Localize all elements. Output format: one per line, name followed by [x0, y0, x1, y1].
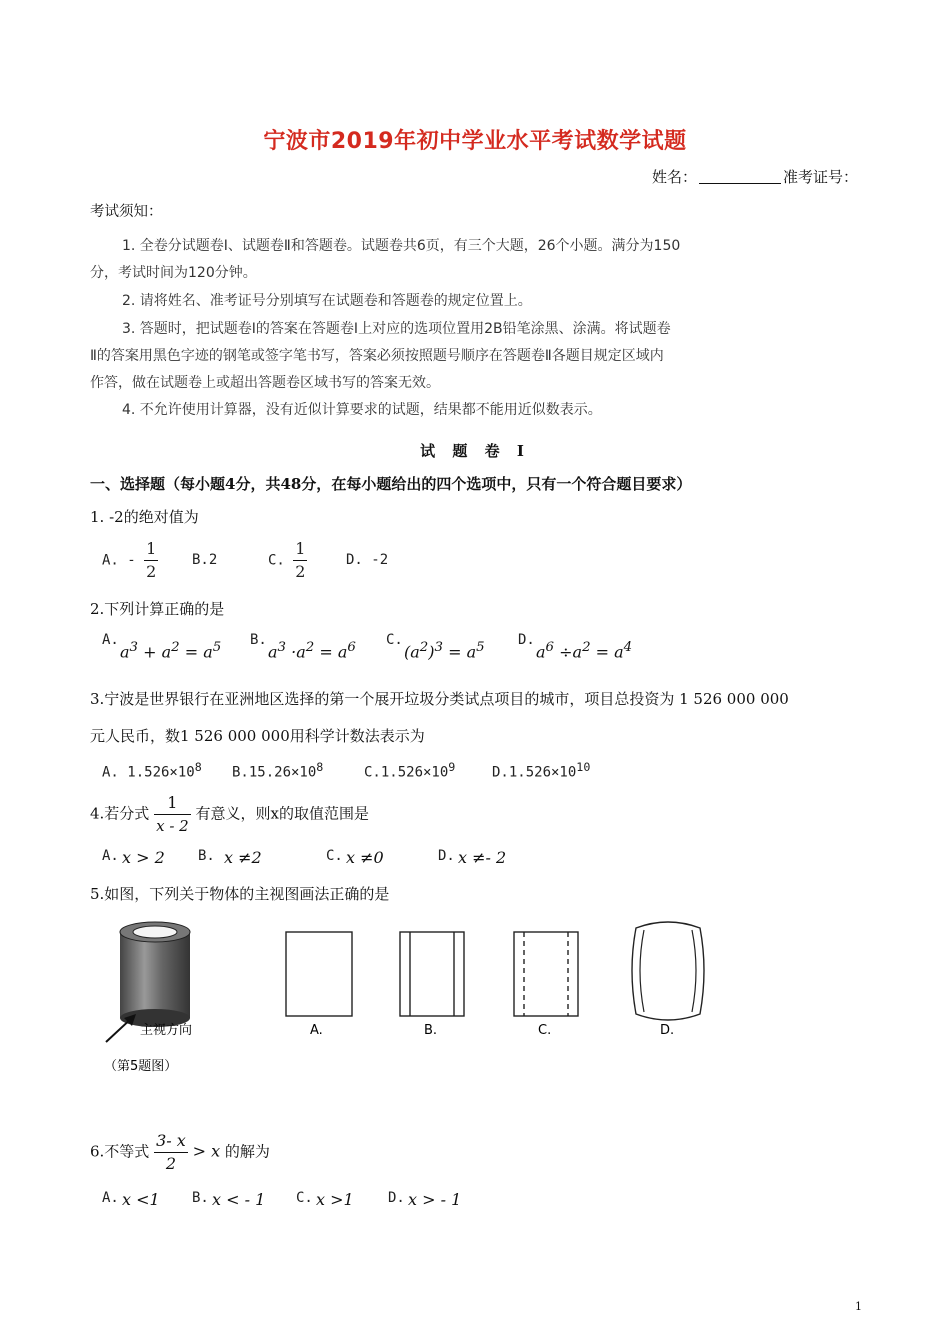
- q5-figure-label: （第5题图）: [104, 1059, 178, 1074]
- hollow-cylinder: [120, 922, 190, 1027]
- q4-c-expr: x ≠0: [346, 848, 384, 867]
- q3-c-exp: 9: [448, 760, 456, 774]
- q1-c-fraction: [293, 538, 307, 583]
- q5-option-c-label: C.: [538, 1023, 552, 1038]
- id-label: 准考证号：: [782, 168, 858, 186]
- q5-option-b-drawing: [400, 932, 464, 1016]
- q6-c-expr: x >1: [316, 1190, 354, 1209]
- q3-option-d: [492, 760, 590, 781]
- q2-c-label: C.: [386, 632, 403, 648]
- q4-frac-num: 1: [154, 792, 191, 815]
- q4-d-expr: x ≠- 2: [458, 848, 507, 867]
- notice-heading: 考试须知：: [90, 204, 163, 220]
- q6-inequality: > x: [192, 1141, 221, 1161]
- q1-option-c: [268, 538, 307, 583]
- q3-option-a: [102, 760, 202, 781]
- section-title: 试 题 卷 Ⅰ: [420, 442, 530, 460]
- q5-stem: 5.如图，下列关于物体的主视图画法正确的是: [90, 885, 390, 903]
- q6-d-expr: x > - 1: [408, 1190, 462, 1209]
- name-label: 姓名：: [651, 168, 697, 186]
- q5-option-d-drawing: [632, 922, 704, 1020]
- q2-stem: 2.下列计算正确的是: [90, 600, 225, 618]
- q1-option-a: [102, 538, 158, 583]
- notice-rule-2: 2. 请将姓名、准考证号分别填写在试题卷和答题卷的规定位置上。: [122, 293, 532, 309]
- notice-rule-3a: 3. 答题时，把试题卷Ⅰ的答案在答题卷Ⅰ上对应的选项位置用2B铅笔涂黑、涂满。将试题卷: [122, 321, 671, 337]
- q1-a-num: 1: [144, 538, 158, 561]
- name-blank: [699, 169, 781, 184]
- notice-rule-1a: 1. 全卷分试题卷Ⅰ、试题卷Ⅱ和答题卷。试题卷共6页，有三个大题，26个小题。满分为150: [122, 238, 681, 254]
- q2-b-expr: $a^3 \cdot a^2 = a^6$: [268, 640, 356, 662]
- q5-option-d-label: D.: [660, 1023, 675, 1038]
- q3-stem-line1: 3.宁波是世界银行在亚洲地区选择的第一个展开垃圾分类试点项目的城市，项目总投资为 1 526 000 000: [90, 690, 789, 708]
- page-number: 1: [855, 1300, 862, 1313]
- q1-c-den: 2: [295, 562, 306, 581]
- q4-b-expr: x ≠2: [224, 848, 262, 867]
- q6-frac-den: 2: [165, 1154, 177, 1173]
- q3-c-text: C.1.526×10: [364, 764, 449, 781]
- q6-a-label: A.: [102, 1190, 119, 1206]
- q1-option-b: B.2: [192, 552, 218, 568]
- part-heading: 一、选择题（每小题4分，共48分，在每小题给出的四个选项中，只有一个符合题目要求）: [90, 475, 692, 493]
- q2-a-expr: $a^3 + a^2 = a^5$: [120, 640, 222, 662]
- q6-stem-prefix: 6.不等式: [90, 1142, 150, 1161]
- q3-b-text: B.15.26×10: [232, 764, 317, 781]
- q4-stem-suffix: 有意义，则x的取值范围是: [195, 804, 369, 823]
- notice-rule-4: 4. 不允许使用计算器，没有近似计算要求的试题，结果都不能用近似数表示。: [122, 402, 602, 418]
- q3-option-b: [232, 760, 323, 781]
- q2-c-expr: $(a^2)^3 = a^5$: [404, 640, 485, 662]
- q4-c-label: C.: [326, 848, 343, 864]
- q6-b-label: B.: [192, 1190, 209, 1206]
- notice-rule-1b: 分，考试时间为120分钟。: [90, 265, 257, 281]
- q1-a-prefix: A. -: [102, 552, 136, 569]
- q3-option-c: [364, 760, 455, 781]
- q2-b-label: B.: [250, 632, 267, 648]
- q3-stem-line2: 元人民币，数1 526 000 000用科学计数法表示为: [90, 727, 425, 745]
- q3-d-exp: 10: [576, 760, 591, 774]
- q5-option-a-label: A.: [310, 1023, 323, 1038]
- q1-c-num: 1: [293, 538, 307, 561]
- q5-view-caption: 主视方向: [140, 1023, 193, 1038]
- q3-b-exp: 8: [316, 760, 324, 774]
- q2-d-expr: $a^6 \div a^2 = a^4$: [536, 640, 633, 662]
- q3-a-exp: 8: [194, 760, 202, 774]
- q6-d-label: D.: [388, 1190, 405, 1206]
- q1-stem: 1. -2的绝对值为: [90, 508, 199, 526]
- q5-option-b-label: B.: [424, 1023, 438, 1038]
- q4-fraction: [154, 792, 191, 837]
- q6-stem-suffix: 的解为: [224, 1142, 270, 1161]
- q4-a-label: A.: [102, 848, 119, 864]
- q2-a-label: A.: [102, 632, 119, 648]
- q6-c-label: C.: [296, 1190, 313, 1206]
- q1-option-d: D. -2: [346, 552, 389, 568]
- page-title: 宁波市2019年初中学业水平考试数学试题: [263, 129, 687, 154]
- q5-option-c-drawing: [514, 932, 578, 1016]
- q5-option-a-drawing: [286, 932, 352, 1016]
- q5-figure-svg: [96, 910, 736, 1080]
- notice-rule-3c: 作答，做在试题卷上或超出答题卷区域书写的答案无效。: [90, 375, 440, 391]
- notice-rule-3b: Ⅱ的答案用黑色字迹的钢笔或签字笔书写，答案必须按照题号顺序在答题卷Ⅱ各题目规定区域内: [90, 348, 664, 364]
- q1-a-fraction: [144, 538, 158, 583]
- q1-c-prefix: C.: [268, 552, 285, 569]
- q6-b-expr: x < - 1: [212, 1190, 266, 1209]
- q4-frac-den: x - 2: [156, 817, 189, 835]
- q1-a-den: 2: [146, 562, 157, 581]
- q4-d-label: D.: [438, 848, 455, 864]
- candidate-info-line: [652, 166, 858, 187]
- q5-figure: [96, 910, 736, 1080]
- q4-b-label: B.: [198, 848, 215, 864]
- q6-frac-num: 3- x: [154, 1130, 188, 1153]
- q6-fraction: [154, 1130, 188, 1175]
- q3-d-text: D.1.526×10: [492, 764, 577, 781]
- q4-a-expr: x > 2: [122, 848, 165, 867]
- q3-a-text: A. 1.526×10: [102, 764, 195, 781]
- q4-stem: [90, 792, 369, 837]
- q6-stem: [90, 1130, 270, 1175]
- q2-d-label: D.: [518, 632, 535, 648]
- q4-stem-prefix: 4.若分式: [90, 804, 150, 823]
- q6-a-expr: x <1: [122, 1190, 160, 1209]
